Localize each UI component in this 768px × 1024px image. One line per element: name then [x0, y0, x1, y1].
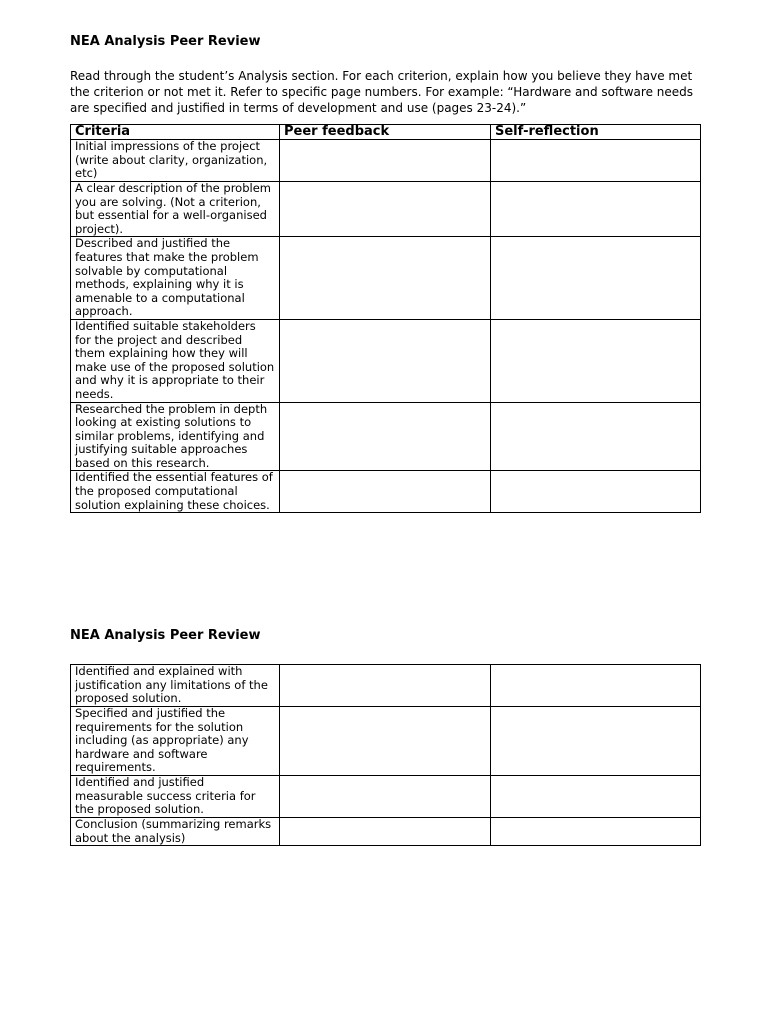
table-row — [71, 817, 701, 845]
table-row — [71, 707, 701, 776]
column-header-peer-feedback: Peer feedback — [280, 125, 491, 140]
table-row — [71, 237, 701, 320]
table-row — [71, 182, 701, 237]
peer-feedback-cell[interactable] — [280, 817, 491, 845]
criterion-cell: Identified suitable stakeholders for the project and described them explaining how they will make use of the proposed solution and why it is appropriate to their needs. — [71, 319, 280, 402]
peer-feedback-cell[interactable] — [280, 140, 491, 182]
peer-feedback-cell[interactable] — [280, 402, 491, 471]
table-row — [71, 402, 701, 471]
self-reflection-cell[interactable] — [491, 707, 701, 776]
table-header-row — [71, 125, 701, 140]
criterion-cell: A clear description of the problem you are solving. (Not a criterion, but essential for a well-organised project). — [71, 182, 280, 237]
criterion-cell: Described and justified the features that make the problem solvable by computational methods, explaining why it is amenable to a computational approach. — [71, 237, 280, 320]
peer-feedback-cell[interactable] — [280, 182, 491, 237]
self-reflection-cell[interactable] — [491, 471, 701, 513]
section-title: NEA Analysis Peer Review — [70, 628, 261, 643]
table-row — [71, 140, 701, 182]
peer-feedback-cell[interactable] — [280, 707, 491, 776]
table-row — [71, 319, 701, 402]
page-title: NEA Analysis Peer Review — [70, 34, 261, 49]
peer-feedback-cell[interactable] — [280, 471, 491, 513]
instructions-paragraph: Read through the student’s Analysis section. For each criterion, explain how you believe they have met the criterion or not met it. Refer to specific page numbers. For example: “Hardware and software needs are specified and justified in terms of development and use (pages 23-24).” — [70, 69, 694, 115]
self-reflection-cell[interactable] — [491, 817, 701, 845]
criterion-cell: Specified and justified the requirements for the solution including (as appropriate) any hardware and software requirements. — [71, 707, 280, 776]
column-header-self-reflection: Self-reflection — [491, 125, 701, 140]
criterion-cell: Identified and justified measurable success criteria for the proposed solution. — [71, 775, 280, 817]
criterion-cell: Conclusion (summarizing remarks about the analysis) — [71, 817, 280, 845]
column-header-criteria: Criteria — [71, 125, 280, 140]
criterion-cell: Identified and explained with justification any limitations of the proposed solution. — [71, 665, 280, 707]
criterion-cell: Identified the essential features of the proposed computational solution explaining these choices. — [71, 471, 280, 513]
self-reflection-cell[interactable] — [491, 402, 701, 471]
self-reflection-cell[interactable] — [491, 319, 701, 402]
peer-feedback-cell[interactable] — [280, 775, 491, 817]
self-reflection-cell[interactable] — [491, 237, 701, 320]
peer-feedback-cell[interactable] — [280, 237, 491, 320]
criterion-cell: Initial impressions of the project (write about clarity, organization, etc) — [71, 140, 280, 182]
self-reflection-cell[interactable] — [491, 665, 701, 707]
table-row — [71, 471, 701, 513]
self-reflection-cell[interactable] — [491, 140, 701, 182]
peer-feedback-cell[interactable] — [280, 665, 491, 707]
peer-review-table — [70, 124, 701, 513]
table-row — [71, 775, 701, 817]
peer-review-table-continued — [70, 664, 701, 846]
self-reflection-cell[interactable] — [491, 182, 701, 237]
criterion-cell: Researched the problem in depth looking at existing solutions to similar problems, identifying and justifying suitable approaches based on this research. — [71, 402, 280, 471]
table-row — [71, 665, 701, 707]
peer-feedback-cell[interactable] — [280, 319, 491, 402]
self-reflection-cell[interactable] — [491, 775, 701, 817]
